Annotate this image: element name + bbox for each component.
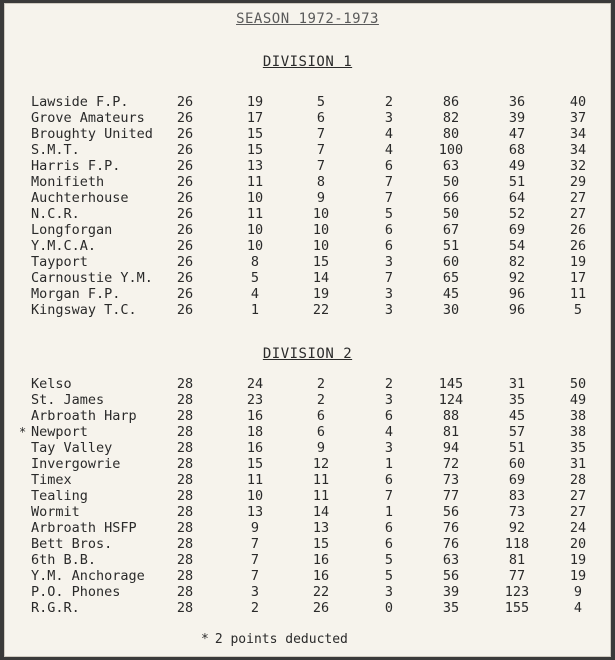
stat-w: 10 (246, 222, 264, 238)
stat-pts: 34 (569, 142, 587, 158)
stat-w: 10 (246, 238, 264, 254)
team-name: Tealing (31, 488, 88, 504)
deduction-asterisk: * (19, 425, 27, 439)
stat-f: 45 (442, 286, 460, 302)
stat-pts: 50 (569, 376, 587, 392)
division-1-table (5, 94, 610, 318)
stat-f: 88 (442, 408, 460, 424)
stat-l: 6 (384, 536, 394, 552)
table-row (5, 408, 610, 424)
table-row (5, 568, 610, 584)
stat-l: 7 (384, 488, 394, 504)
stat-f: 66 (442, 190, 460, 206)
team-name: Arbroath HSFP (31, 520, 137, 536)
table-row (5, 376, 610, 392)
stat-l: 1 (384, 504, 394, 520)
stat-p: 28 (176, 456, 194, 472)
stat-f: 63 (442, 158, 460, 174)
stat-w: 3 (250, 584, 260, 600)
footnote-asterisk: * (201, 632, 209, 647)
stat-a: 96 (508, 286, 526, 302)
stat-p: 26 (176, 270, 194, 286)
stat-l: 1 (384, 456, 394, 472)
stat-d: 10 (312, 238, 330, 254)
stat-l: 3 (384, 392, 394, 408)
stat-pts: 17 (569, 270, 587, 286)
stat-a: 54 (508, 238, 526, 254)
stat-a: 118 (504, 536, 530, 552)
team-name: Harris F.P. (31, 158, 121, 174)
division-1-title: DIVISION 1 (262, 54, 353, 70)
stat-l: 6 (384, 222, 394, 238)
stat-w: 18 (246, 424, 264, 440)
stat-p: 26 (176, 222, 194, 238)
stat-f: 82 (442, 110, 460, 126)
division-2-table (5, 376, 610, 616)
team-name: Tay Valley (31, 440, 113, 456)
table-row (5, 520, 610, 536)
stat-w: 4 (250, 286, 260, 302)
stat-pts: 19 (569, 254, 587, 270)
stat-pts: 40 (569, 94, 587, 110)
team-name: P.O. Phones (31, 584, 121, 600)
table-row (5, 142, 610, 158)
stat-p: 26 (176, 190, 194, 206)
team-name: Arbroath Harp (31, 408, 137, 424)
stat-a: 96 (508, 302, 526, 318)
team-name: Kingsway T.C. (31, 302, 137, 318)
stat-pts: 35 (569, 440, 587, 456)
stat-a: 155 (504, 600, 530, 616)
stat-pts: 11 (569, 286, 587, 302)
table-row (5, 584, 610, 600)
stat-a: 57 (508, 424, 526, 440)
stat-a: 35 (508, 392, 526, 408)
stat-f: 63 (442, 552, 460, 568)
stat-a: 47 (508, 126, 526, 142)
stat-pts: 19 (569, 568, 587, 584)
stat-w: 16 (246, 440, 264, 456)
stat-p: 26 (176, 158, 194, 174)
stat-w: 7 (250, 536, 260, 552)
table-row (5, 440, 610, 456)
stat-l: 7 (384, 270, 394, 286)
stat-l: 3 (384, 302, 394, 318)
table-row (5, 254, 610, 270)
stat-d: 13 (312, 520, 330, 536)
stat-p: 28 (176, 536, 194, 552)
stat-f: 81 (442, 424, 460, 440)
stat-p: 28 (176, 504, 194, 520)
stat-pts: 49 (569, 392, 587, 408)
stat-p: 26 (176, 254, 194, 270)
stat-f: 86 (442, 94, 460, 110)
stat-f: 56 (442, 504, 460, 520)
stat-a: 83 (508, 488, 526, 504)
team-name: Grove Amateurs (31, 110, 145, 126)
stat-d: 6 (316, 424, 326, 440)
stat-d: 11 (312, 472, 330, 488)
stat-a: 69 (508, 472, 526, 488)
stat-p: 28 (176, 600, 194, 616)
stat-p: 26 (176, 94, 194, 110)
team-name: Bett Bros. (31, 536, 113, 552)
stat-f: 50 (442, 174, 460, 190)
stat-f: 30 (442, 302, 460, 318)
team-name: Invergowrie (31, 456, 121, 472)
stat-p: 28 (176, 472, 194, 488)
division-2-title: DIVISION 2 (262, 346, 353, 362)
stat-l: 5 (384, 552, 394, 568)
stat-f: 76 (442, 520, 460, 536)
stat-pts: 28 (569, 472, 587, 488)
stat-p: 28 (176, 488, 194, 504)
stat-l: 6 (384, 472, 394, 488)
stat-p: 28 (176, 584, 194, 600)
stat-l: 3 (384, 286, 394, 302)
stat-d: 15 (312, 536, 330, 552)
stat-l: 4 (384, 424, 394, 440)
stat-a: 81 (508, 552, 526, 568)
stat-p: 28 (176, 568, 194, 584)
stat-l: 6 (384, 520, 394, 536)
stat-w: 8 (250, 254, 260, 270)
stat-l: 0 (384, 600, 394, 616)
stat-w: 16 (246, 408, 264, 424)
stat-a: 92 (508, 270, 526, 286)
season-title: SEASON 1972-1973 (236, 11, 379, 27)
table-row (5, 174, 610, 190)
stat-l: 5 (384, 568, 394, 584)
stat-f: 94 (442, 440, 460, 456)
stat-a: 60 (508, 456, 526, 472)
stat-d: 16 (312, 552, 330, 568)
stat-p: 28 (176, 520, 194, 536)
stat-d: 14 (312, 270, 330, 286)
team-name: Kelso (31, 376, 72, 392)
table-row (5, 456, 610, 472)
stat-f: 80 (442, 126, 460, 142)
stat-pts: 31 (569, 456, 587, 472)
stat-l: 3 (384, 440, 394, 456)
stat-w: 5 (250, 270, 260, 286)
stat-p: 28 (176, 376, 194, 392)
stat-a: 64 (508, 190, 526, 206)
table-row (5, 110, 610, 126)
stat-p: 28 (176, 408, 194, 424)
stat-f: 39 (442, 584, 460, 600)
footnote-text: 2 points deducted (214, 632, 348, 647)
stat-pts: 27 (569, 504, 587, 520)
stat-d: 26 (312, 600, 330, 616)
stat-pts: 29 (569, 174, 587, 190)
stat-w: 17 (246, 110, 264, 126)
stat-f: 67 (442, 222, 460, 238)
stat-p: 28 (176, 392, 194, 408)
stat-d: 22 (312, 584, 330, 600)
team-name: R.G.R. (31, 600, 80, 616)
table-row (5, 206, 610, 222)
stat-w: 11 (246, 472, 264, 488)
team-name: S.M.T. (31, 142, 80, 158)
stat-w: 2 (250, 600, 260, 616)
stat-d: 16 (312, 568, 330, 584)
stat-f: 72 (442, 456, 460, 472)
stat-d: 22 (312, 302, 330, 318)
team-name: Wormit (31, 504, 80, 520)
stat-pts: 38 (569, 408, 587, 424)
stat-l: 6 (384, 238, 394, 254)
stat-f: 100 (438, 142, 464, 158)
team-name: Longforgan (31, 222, 113, 238)
stat-f: 60 (442, 254, 460, 270)
stat-p: 26 (176, 286, 194, 302)
stat-f: 51 (442, 238, 460, 254)
stat-l: 3 (384, 110, 394, 126)
stat-w: 1 (250, 302, 260, 318)
stat-d: 9 (316, 440, 326, 456)
stat-d: 7 (316, 158, 326, 174)
stat-d: 15 (312, 254, 330, 270)
stat-p: 28 (176, 552, 194, 568)
stat-f: 73 (442, 472, 460, 488)
stat-p: 28 (176, 440, 194, 456)
stat-d: 7 (316, 142, 326, 158)
stat-pts: 20 (569, 536, 587, 552)
table-row (5, 472, 610, 488)
stat-d: 5 (316, 94, 326, 110)
stat-l: 7 (384, 174, 394, 190)
stat-d: 6 (316, 110, 326, 126)
stat-a: 69 (508, 222, 526, 238)
stat-l: 4 (384, 126, 394, 142)
stat-a: 123 (504, 584, 530, 600)
stat-pts: 37 (569, 110, 587, 126)
stat-f: 77 (442, 488, 460, 504)
stat-d: 10 (312, 206, 330, 222)
stat-w: 11 (246, 174, 264, 190)
stat-pts: 4 (573, 600, 583, 616)
stat-p: 26 (176, 174, 194, 190)
table-row (5, 94, 610, 110)
stat-a: 77 (508, 568, 526, 584)
table-row (5, 424, 610, 440)
stat-f: 56 (442, 568, 460, 584)
stat-f: 76 (442, 536, 460, 552)
stat-pts: 24 (569, 520, 587, 536)
stat-pts: 9 (573, 584, 583, 600)
stat-l: 3 (384, 254, 394, 270)
stat-d: 6 (316, 408, 326, 424)
stat-w: 23 (246, 392, 264, 408)
stat-p: 26 (176, 142, 194, 158)
stat-a: 39 (508, 110, 526, 126)
table-row (5, 222, 610, 238)
stat-w: 15 (246, 456, 264, 472)
stat-w: 10 (246, 488, 264, 504)
stat-w: 9 (250, 520, 260, 536)
stat-a: 36 (508, 94, 526, 110)
table-row (5, 600, 610, 616)
team-name: Carnoustie Y.M. (31, 270, 153, 286)
team-name: Auchterhouse (31, 190, 129, 206)
stat-d: 12 (312, 456, 330, 472)
stat-d: 14 (312, 504, 330, 520)
team-name: Morgan F.P. (31, 286, 121, 302)
table-row (5, 126, 610, 142)
table-row (5, 270, 610, 286)
stat-p: 26 (176, 126, 194, 142)
team-name: Tayport (31, 254, 88, 270)
team-name: Y.M.C.A. (31, 238, 97, 254)
stat-w: 19 (246, 94, 264, 110)
stat-w: 7 (250, 552, 260, 568)
stat-l: 5 (384, 206, 394, 222)
stat-pts: 34 (569, 126, 587, 142)
stat-p: 26 (176, 238, 194, 254)
stat-a: 82 (508, 254, 526, 270)
stat-w: 15 (246, 142, 264, 158)
stat-a: 68 (508, 142, 526, 158)
stat-w: 7 (250, 568, 260, 584)
stat-d: 2 (316, 376, 326, 392)
stat-f: 145 (438, 376, 464, 392)
stat-d: 2 (316, 392, 326, 408)
team-name: Lawside F.P. (31, 94, 129, 110)
stat-l: 7 (384, 190, 394, 206)
stat-pts: 26 (569, 222, 587, 238)
team-name: St. James (31, 392, 105, 408)
stat-l: 2 (384, 94, 394, 110)
stat-d: 10 (312, 222, 330, 238)
team-name: Y.M. Anchorage (31, 568, 145, 584)
team-name: 6th B.B. (31, 552, 97, 568)
stat-d: 9 (316, 190, 326, 206)
stat-pts: 32 (569, 158, 587, 174)
stat-d: 7 (316, 126, 326, 142)
team-name: Newport (31, 424, 88, 440)
stat-a: 31 (508, 376, 526, 392)
stat-pts: 27 (569, 206, 587, 222)
table-row (5, 504, 610, 520)
stat-d: 8 (316, 174, 326, 190)
stat-l: 3 (384, 584, 394, 600)
stat-w: 10 (246, 190, 264, 206)
stat-a: 45 (508, 408, 526, 424)
stat-f: 65 (442, 270, 460, 286)
stat-d: 11 (312, 488, 330, 504)
stat-pts: 19 (569, 552, 587, 568)
stat-pts: 5 (573, 302, 583, 318)
table-row (5, 536, 610, 552)
team-name: Timex (31, 472, 72, 488)
stat-pts: 27 (569, 488, 587, 504)
stat-a: 73 (508, 504, 526, 520)
stat-l: 4 (384, 142, 394, 158)
team-name: N.C.R. (31, 206, 80, 222)
stat-a: 49 (508, 158, 526, 174)
stat-p: 26 (176, 302, 194, 318)
stat-w: 11 (246, 206, 264, 222)
stat-pts: 38 (569, 424, 587, 440)
table-row (5, 302, 610, 318)
stat-pts: 26 (569, 238, 587, 254)
stat-w: 13 (246, 158, 264, 174)
stat-l: 6 (384, 408, 394, 424)
footnote (201, 632, 348, 647)
stat-p: 26 (176, 110, 194, 126)
stat-a: 51 (508, 440, 526, 456)
stat-p: 28 (176, 424, 194, 440)
stat-w: 15 (246, 126, 264, 142)
stat-p: 26 (176, 206, 194, 222)
table-row (5, 286, 610, 302)
stat-w: 24 (246, 376, 264, 392)
stat-l: 6 (384, 158, 394, 174)
table-row (5, 552, 610, 568)
table-row (5, 190, 610, 206)
table-row (5, 488, 610, 504)
stat-a: 52 (508, 206, 526, 222)
stat-f: 35 (442, 600, 460, 616)
stat-f: 50 (442, 206, 460, 222)
stat-w: 13 (246, 504, 264, 520)
team-name: Broughty United (31, 126, 153, 142)
stat-a: 92 (508, 520, 526, 536)
table-row (5, 158, 610, 174)
stat-a: 51 (508, 174, 526, 190)
table-row (5, 238, 610, 254)
stat-pts: 27 (569, 190, 587, 206)
stat-l: 2 (384, 376, 394, 392)
table-row (5, 392, 610, 408)
document-page (4, 3, 611, 657)
stat-d: 19 (312, 286, 330, 302)
team-name: Monifieth (31, 174, 105, 190)
stat-f: 124 (438, 392, 464, 408)
